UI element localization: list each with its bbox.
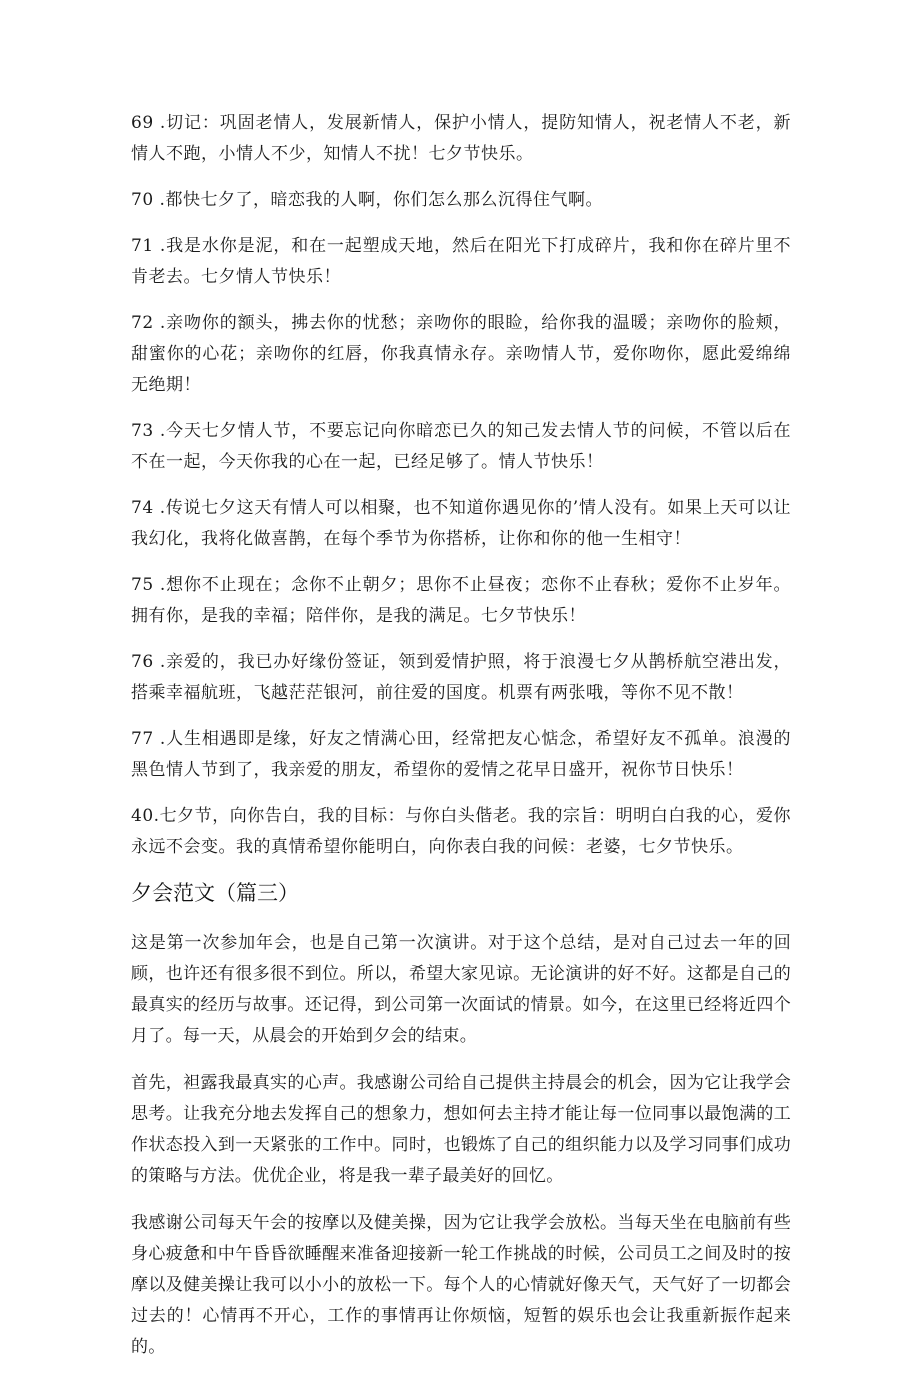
list-item-76: 76 .亲爱的，我已办好缘份签证，领到爱情护照，将于浪漫七夕从鹊桥航空港出发，搭乘幸福航班，飞越茫茫银河，前往爱的国度。机票有两张哦，等你不见不散！ bbox=[131, 652, 791, 703]
list-item-73: 73 .今天七夕情人节，不要忘记向你暗恋已久的知己发去情人节的问候，不管以后在不在一起，今天你我的心在一起，已经足够了。情人节快乐！ bbox=[131, 421, 791, 472]
body-paragraph-3: 我感谢公司每天午会的按摩以及健美操，因为它让我学会放松。当每天坐在电脑前有些身心疲惫和中午昏昏欲睡醒来准备迎接新一轮工作挑战的时候，公司员工之间及时的按摩以及健美操让我可以小小的放松一下。每个人的心情就好像天气，天气好了一切都会过去的！心情再不开心，工作的事情再让你烦恼，短暂的娱乐也会让我重新振作起来的。 bbox=[131, 1213, 791, 1357]
list-item-77: 77 .人生相遇即是缘，好友之情满心田，经常把友心惦念，希望好友不孤单。浪漫的黑色情人节到了，我亲爱的朋友，希望你的爱情之花早日盛开，祝你节日快乐！ bbox=[131, 729, 791, 780]
list-item-72: 72 .亲吻你的额头，拂去你的忧愁；亲吻你的眼睑，给你我的温暖；亲吻你的脸颊，甜蜜你的心花；亲吻你的红唇，你我真情永存。亲吻情人节，爱你吻你，愿此爱绵绵无绝期！ bbox=[131, 313, 791, 395]
list-item-74: 74 .传说七夕这天有情人可以相聚，也不知道你遇见你的’情人没有。如果上天可以让我幻化，我将化做喜鹊，在每个季节为你搭桥，让你和你的他一生相守！ bbox=[131, 498, 791, 549]
list-item-70: 70 .都快七夕了，暗恋我的人啊，你们怎么那么沉得住气啊。 bbox=[131, 190, 603, 210]
section-heading: 夕会范文（篇三） bbox=[131, 881, 299, 905]
body-paragraph-2: 首先，袒露我最真实的心声。我感谢公司给自己提供主持晨会的机会，因为它让我学会思考。让我充分地去发挥自己的想象力，想如何去主持才能让每一位同事以最饱满的工作状态投入到一天紧张的工作中。同时，也锻炼了自己的组织能力以及学习同事们成功的策略与方法。优优企业，将是我一辈子最美好的回忆。 bbox=[131, 1073, 791, 1186]
list-item-71: 71 .我是水你是泥，和在一起塑成天地，然后在阳光下打成碎片，我和你在碎片里不肯老去。七夕情人节快乐！ bbox=[131, 236, 791, 287]
body-paragraph-1: 这是第一次参加年会，也是自己第一次演讲。对于这个总结，是对自己过去一年的回顾，也许还有很多很不到位。所以，希望大家见谅。无论演讲的好不好。这都是自己的最真实的经历与故事。还记得，到公司第一次面试的情景。如今，在这里已经将近四个月了。每一天，从晨会的开始到夕会的结束。 bbox=[131, 933, 791, 1046]
list-item-75: 75 .想你不止现在；念你不止朝夕；思你不止昼夜；恋你不止春秋；爱你不止岁年。拥有你，是我的幸福；陪伴你，是我的满足。七夕节快乐！ bbox=[131, 575, 791, 626]
document-page bbox=[131, 108, 791, 1379]
list-item-40: 40.七夕节，向你告白，我的目标：与你白头偕老。我的宗旨：明明白白我的心，爱你永远不会变。我的真情希望你能明白，向你表白我的问候：老婆，七夕节快乐。 bbox=[131, 806, 791, 857]
list-item-69: 69 .切记：巩固老情人，发展新情人，保护小情人，提防知情人，祝老情人不老，新情人不跑，小情人不少，知情人不扰！七夕节快乐。 bbox=[131, 113, 791, 164]
